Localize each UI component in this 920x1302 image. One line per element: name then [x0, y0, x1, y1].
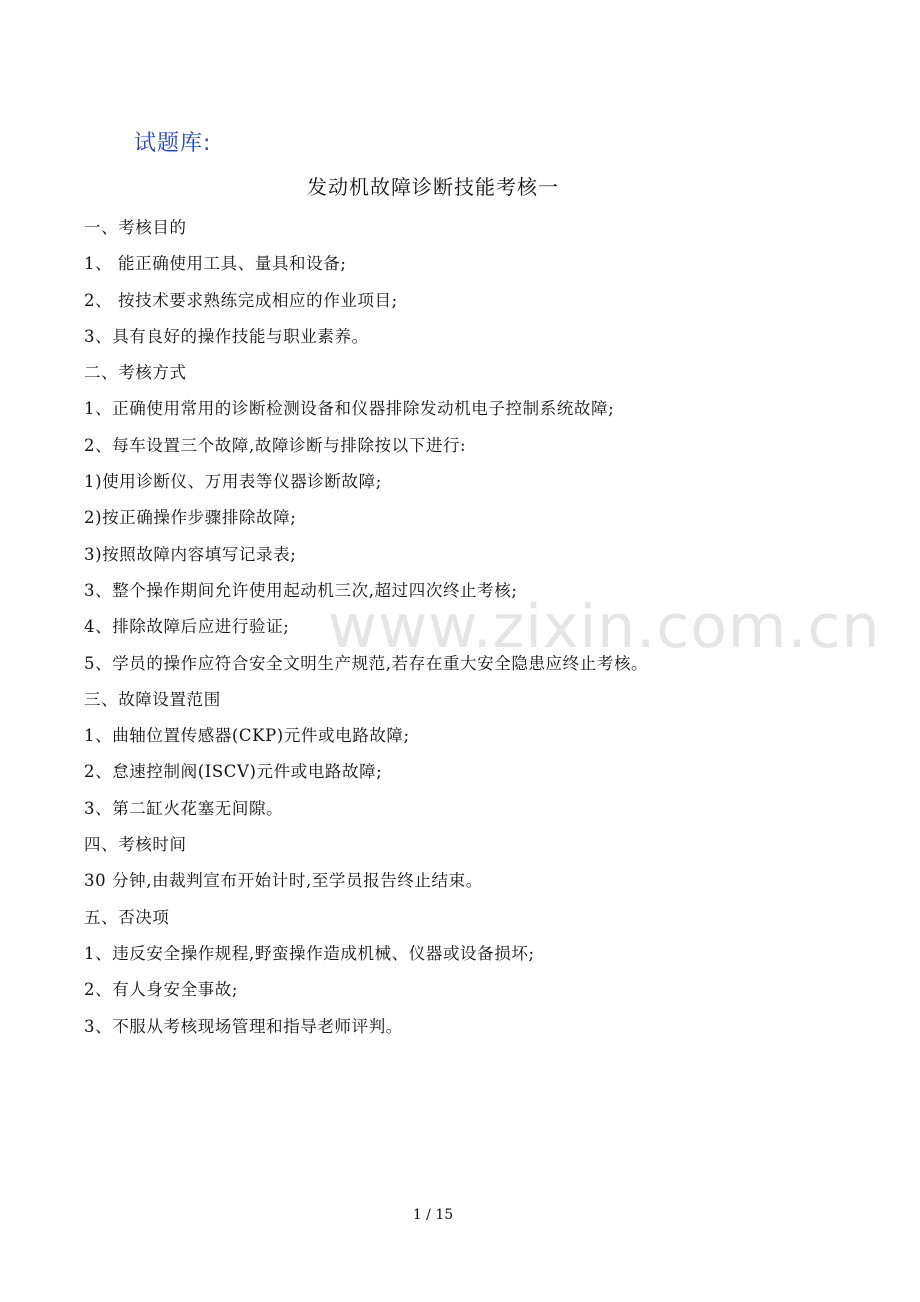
list-item: 1、曲轴位置传感器(CKP)元件或电路故障; — [84, 726, 410, 746]
question-bank-heading: 试题库: — [134, 131, 212, 156]
list-item: 2、怠速控制阀(ISCV)元件或电路故障; — [84, 762, 383, 782]
document-body — [84, 216, 884, 1051]
list-item: 1、违反安全操作规程,野蛮操作造成机械、仪器或设备损坏; — [84, 943, 535, 963]
section-heading-time: 四、考核时间 — [84, 835, 187, 855]
sub-list-item: 2)按正确操作步骤排除故障; — [84, 508, 297, 528]
list-item: 2、 按技术要求熟练完成相应的作业项目; — [84, 290, 398, 310]
section-heading-fault-range: 三、故障设置范围 — [84, 689, 221, 709]
paragraph: 30 分钟,由裁判宣布开始计时,至学员报告终止结束。 — [84, 871, 483, 891]
list-item: 3、整个操作期间允许使用起动机三次,超过四次终止考核; — [84, 580, 518, 600]
list-item: 3、具有良好的操作技能与职业素养。 — [84, 326, 369, 346]
section-heading-objectives: 一、考核目的 — [84, 218, 187, 237]
list-item: 2、每车设置三个故障,故障诊断与排除按以下进行: — [84, 435, 467, 455]
list-item: 4、排除故障后应进行验证; — [84, 617, 290, 637]
list-item: 3、第二缸火花塞无间隙。 — [84, 798, 284, 818]
section-heading-veto: 五、否决项 — [84, 907, 170, 927]
list-item: 1、 能正确使用工具、量具和设备; — [84, 254, 347, 274]
section-heading-method: 二、考核方式 — [84, 363, 187, 383]
list-item: 3、不服从考核现场管理和指导老师评判。 — [84, 1016, 403, 1036]
sub-list-item: 3)按照故障内容填写记录表; — [84, 544, 297, 564]
list-item: 5、学员的操作应符合安全文明生产规范,若存在重大安全隐患应终止考核。 — [84, 653, 649, 673]
list-item: 2、有人身安全事故; — [84, 980, 239, 1000]
page-number: 1 / 15 — [412, 1207, 454, 1223]
site-watermark: www.zixin.com.cn — [328, 592, 881, 662]
sub-list-item: 1)使用诊断仪、万用表等仪器诊断故障; — [84, 472, 382, 492]
document-title: 发动机故障诊断技能考核一 — [307, 175, 559, 199]
list-item: 1、正确使用常用的诊断检测设备和仪器排除发动机电子控制系统故障; — [84, 399, 615, 419]
